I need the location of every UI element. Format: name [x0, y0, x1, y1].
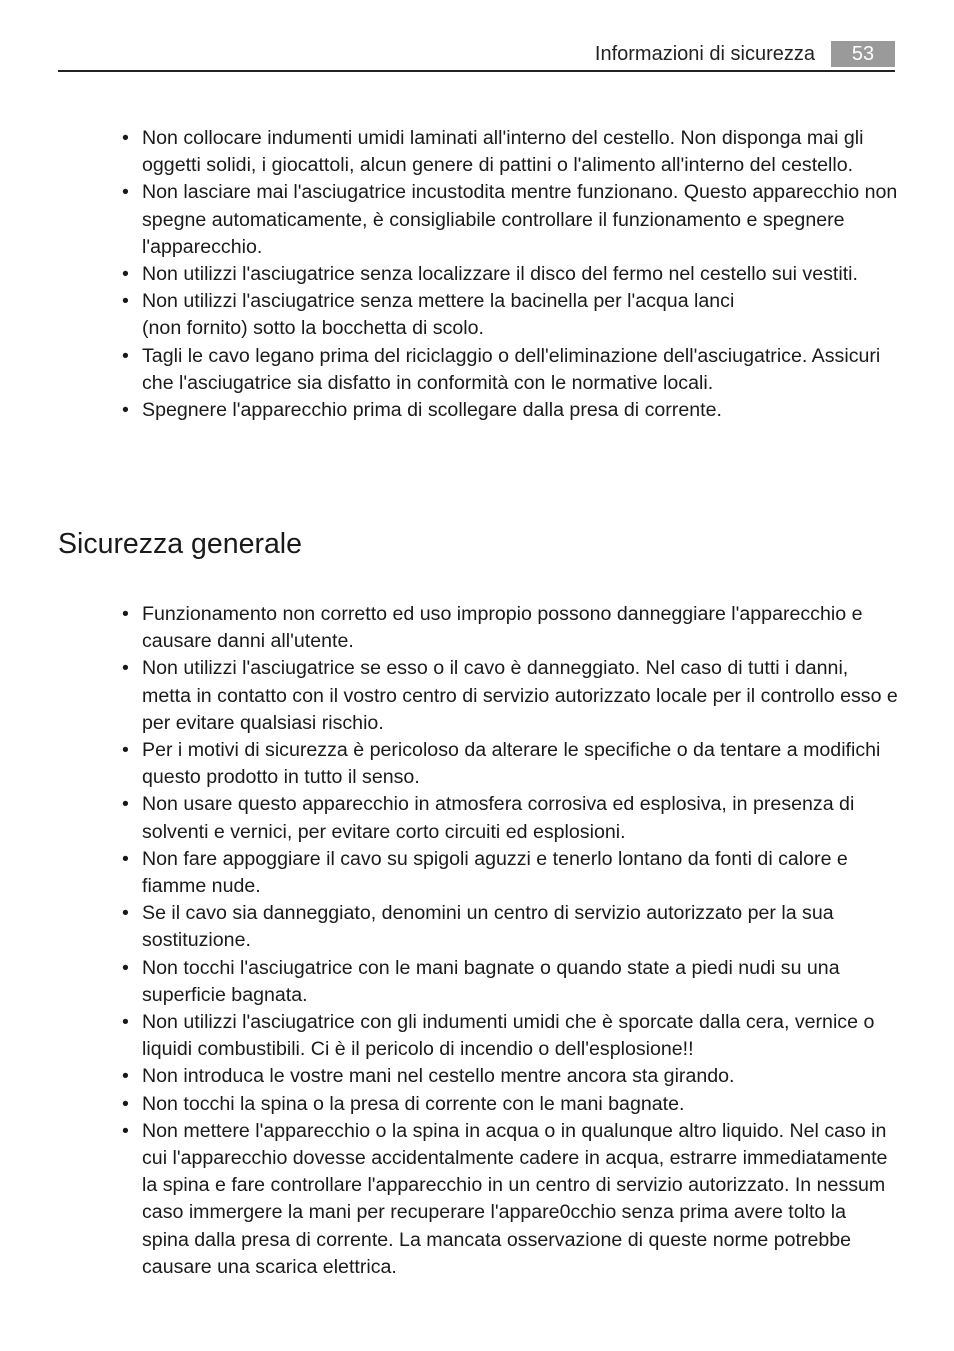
list-item-text: Spegnere l'apparecchio prima di scollegare dalla presa di corrente.	[142, 399, 722, 422]
list-item	[122, 791, 898, 845]
bullet: •	[122, 1092, 129, 1115]
list-item-text: Se il cavo sia danneggiato, denomini un centro di servizio autorizzato per la sua sostituzione.	[142, 902, 834, 952]
bullet: •	[122, 793, 129, 816]
section-heading: Sicurezza generale	[58, 528, 302, 560]
list-item	[122, 1009, 898, 1063]
list-item	[122, 846, 898, 900]
list-item	[122, 179, 898, 261]
safety-list-top	[122, 125, 898, 424]
list-item-text: Non utilizzi l'asciugatrice con gli indumenti umidi che è sporcate dalla cera, vernice o liquidi combustibili. Ci è il pericolo di incendio o dell'esplosione!!	[142, 1011, 875, 1061]
list-item	[122, 397, 898, 424]
bullet: •	[122, 344, 129, 367]
bullet: •	[122, 1119, 129, 1142]
list-item	[122, 125, 898, 179]
list-item-text: Non introduca le vostre mani nel cestello mentre ancora sta girando.	[142, 1065, 735, 1088]
list-item	[122, 900, 898, 954]
safety-list-general	[122, 601, 898, 1281]
bullet: •	[122, 956, 129, 979]
list-item-text: Non tocchi la spina o la presa di corrente con le mani bagnate.	[142, 1092, 685, 1115]
list-item	[122, 288, 898, 342]
list-item-text: Tagli le cavo legano prima del riciclaggio o dell'eliminazione dell'asciugatrice. Assicuri che l'asciugatrice sia disfatto in conformità con le normative locali.	[142, 344, 881, 394]
list-item	[122, 261, 898, 288]
list-item	[122, 1063, 898, 1090]
list-item-text: Per i motivi di sicurezza è pericoloso da alterare le specifiche o da tentare a modifichi questo prodotto in tutto il senso.	[142, 739, 881, 789]
list-item-text: Non tocchi l'asciugatrice con le mani bagnate o quando state a piedi nudi su una superficie bagnata.	[142, 956, 840, 1006]
list-item-text: Funzionamento non corretto ed uso impropio possono danneggiare l'apparecchio e causare danni all'utente.	[142, 603, 863, 653]
bullet: •	[122, 399, 129, 422]
list-item-text: Non fare appoggiare il cavo su spigoli aguzzi e tenerlo lontano da fonti di calore e fiamme nude.	[142, 847, 848, 898]
list-item	[122, 655, 898, 737]
list-item	[122, 343, 898, 397]
list-item-text: Non lasciare mai l'asciugatrice incustodita mentre funzionano. Questo apparecchio non spegne automaticamente, è consigliabile controllare il funzionamento e spegnere l'apparecchio.	[142, 181, 898, 258]
bullet: •	[122, 181, 129, 204]
bullet: •	[122, 739, 129, 762]
list-item-text: Non collocare indumenti umidi laminati all'interno del cestello. Non disponga mai gli oggetti solidi, i giocattoli, alcun genere di pattini o l'alimento all'interno del cestello.	[142, 127, 864, 177]
list-item-text: Non usare questo apparecchio in atmosfera corrosiva ed esplosiva, in presenza di solventi e vernici, per evitare corto circuiti ed esplosioni.	[142, 793, 855, 843]
bullet: •	[122, 847, 129, 870]
list-item	[122, 955, 898, 1009]
bullet: •	[122, 1065, 129, 1088]
bullet: •	[122, 902, 129, 925]
bullet: •	[122, 603, 129, 625]
bullet: •	[122, 127, 129, 149]
list-item-text: Non mettere l'apparecchio o la spina in acqua o in qualunque altro liquido. Nel caso in cui l'apparecchio dovesse accidentalmente cadere in acqua, estrarre immediatamente la spina e fare controllare l'apparecchio in un centro di servizio autorizzato. In nessum caso immergere la mani per recuperare l'appare0cchio senza prima avere tolto la spina dalla presa di corrente. La mancata osservazione di queste norme potrebbe causare una scarica elettrica.	[142, 1119, 888, 1278]
bullet: •	[122, 290, 129, 313]
bullet: •	[122, 657, 129, 680]
list-item	[122, 1118, 898, 1281]
page-header	[58, 40, 895, 72]
list-item-text: Non utilizzi l'asciugatrice senza localizzare il disco del fermo nel cestello sui vestiti.	[142, 263, 858, 286]
bullet: •	[122, 1011, 129, 1034]
bullet: •	[122, 263, 129, 286]
list-item	[122, 1091, 898, 1118]
list-item	[122, 737, 898, 791]
header-title: Informazioni di sicurezza	[594, 43, 815, 65]
page-number: 53	[831, 41, 895, 67]
list-item	[122, 601, 898, 655]
list-item-text: Non utilizzi l'asciugatrice se esso o il cavo è danneggiato. Nel caso di tutti i danni, metta in contatto con il vostro centro di servizio autorizzato locale per il controllo esso e per evitare qualsiasi rischio.	[142, 657, 898, 734]
list-item-text: Non utilizzi l'asciugatrice senza mettere la bacinella per l'acqua lanci (non fornito) sotto la bocchetta di scolo.	[142, 290, 735, 340]
